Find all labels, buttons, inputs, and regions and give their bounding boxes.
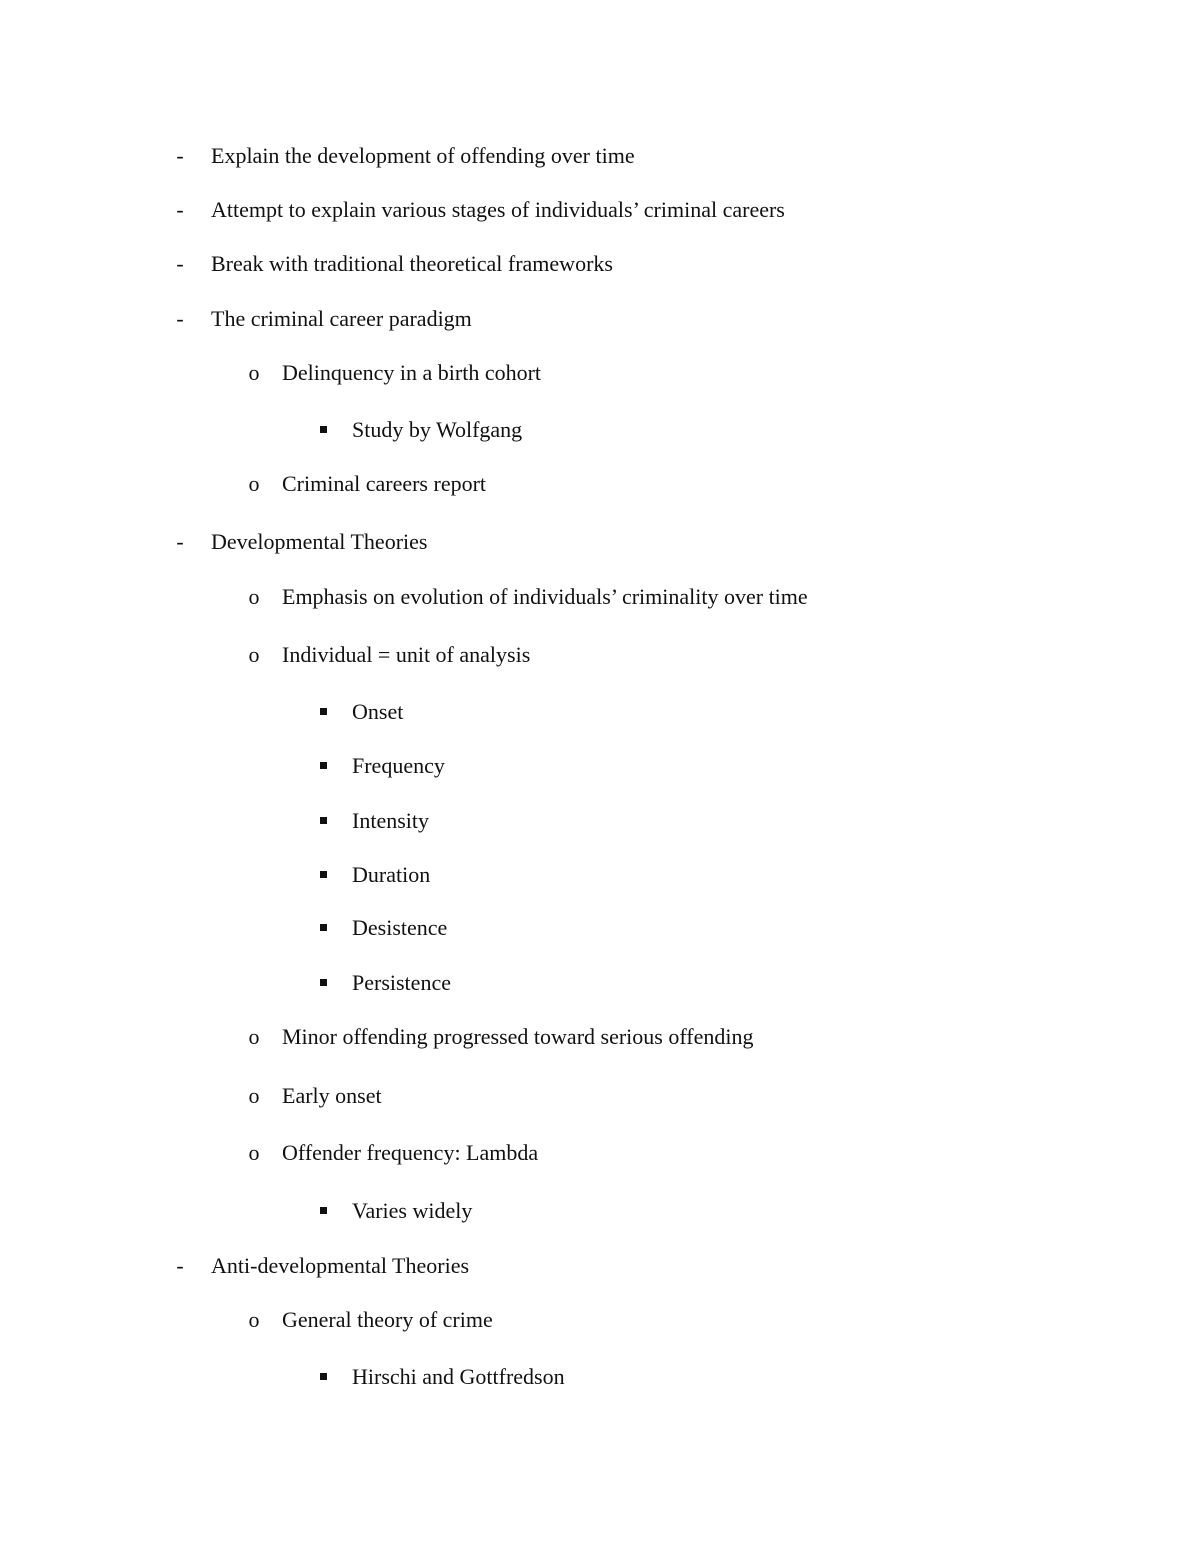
list-item: [0, 581, 1100, 613]
list-item: [0, 805, 1100, 837]
list-item: [0, 303, 1100, 335]
list-item: [0, 859, 1100, 891]
list-item-text: Intensity: [352, 808, 429, 833]
dash-bullet: -: [176, 251, 184, 276]
square-bullet-icon: [314, 805, 332, 837]
list-item-text: Emphasis on evolution of individuals’ criminality over time: [282, 584, 808, 609]
list-item-text: Break with traditional theoretical frameworks: [211, 251, 613, 276]
list-item-text: Criminal careers report: [282, 471, 487, 496]
circle-bullet: o: [248, 1307, 260, 1332]
list-item-text: Attempt to explain various stages of individuals’ criminal careers: [211, 197, 785, 222]
circle-bullet: o: [248, 1083, 260, 1108]
square-bullet-icon: [314, 414, 332, 446]
square-bullet-icon: [314, 912, 332, 944]
list-item: [0, 696, 1100, 728]
list-item: [0, 357, 1100, 389]
square-bullet-icon: [314, 1195, 332, 1227]
circle-bullet: o: [248, 360, 260, 385]
list-item-text: Individual = unit of analysis: [282, 642, 531, 667]
circle-bullet: o: [248, 471, 260, 496]
list-item: [0, 1080, 1100, 1112]
list-item-text: Early onset: [282, 1083, 382, 1108]
list-item: [0, 912, 1100, 944]
list-item-text: Duration: [352, 862, 431, 887]
list-item-text: Study by Wolfgang: [352, 417, 523, 442]
list-item-text: Persistence: [352, 970, 451, 995]
dash-bullet: -: [176, 1253, 184, 1278]
list-item: [0, 1137, 1100, 1169]
list-item: [0, 1250, 1100, 1282]
square-bullet-icon: [314, 967, 332, 999]
list-item: [0, 526, 1100, 558]
list-item: [0, 468, 1100, 500]
list-item-text: Delinquency in a birth cohort: [282, 360, 542, 385]
square-bullet-icon: [314, 750, 332, 782]
dash-bullet: -: [176, 143, 184, 168]
square-bullet-icon: [314, 1361, 332, 1393]
list-item-text: Offender frequency: Lambda: [282, 1140, 539, 1165]
list-item: [0, 248, 1100, 280]
list-item-text: Anti-developmental Theories: [211, 1253, 470, 1278]
dash-bullet: -: [176, 529, 184, 554]
list-item: [0, 1361, 1100, 1393]
list-item: [0, 1195, 1100, 1227]
list-item: [0, 1304, 1100, 1336]
list-item-text: Hirschi and Gottfredson: [352, 1364, 565, 1389]
dash-bullet: -: [176, 197, 184, 222]
list-item: [0, 194, 1100, 226]
list-item-text: Developmental Theories: [211, 529, 428, 554]
list-item: [0, 750, 1100, 782]
list-item-text: Desistence: [352, 915, 448, 940]
list-item-text: Minor offending progressed toward serious offending: [282, 1024, 754, 1049]
list-item: [0, 1021, 1100, 1053]
list-item-text: Onset: [352, 699, 404, 724]
list-item-text: Explain the development of offending over time: [211, 143, 635, 168]
list-item-text: Varies widely: [352, 1198, 473, 1223]
list-item-text: General theory of crime: [282, 1307, 493, 1332]
square-bullet-icon: [314, 696, 332, 728]
list-item: [0, 639, 1100, 671]
square-bullet-icon: [314, 859, 332, 891]
circle-bullet: o: [248, 1140, 260, 1165]
list-item: [0, 967, 1100, 999]
list-item: [0, 140, 1100, 172]
list-item: [0, 414, 1100, 446]
list-item-text: The criminal career paradigm: [211, 306, 472, 331]
dash-bullet: -: [176, 306, 184, 331]
circle-bullet: o: [248, 1024, 260, 1049]
circle-bullet: o: [248, 642, 260, 667]
list-item-text: Frequency: [352, 753, 445, 778]
circle-bullet: o: [248, 584, 260, 609]
